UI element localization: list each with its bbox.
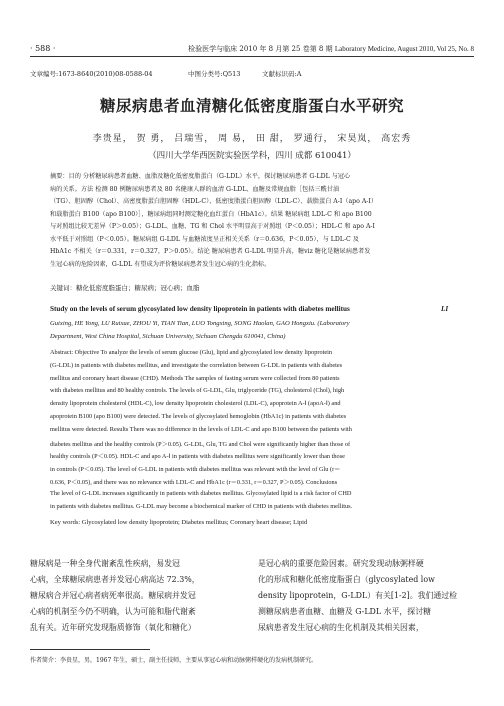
body-text-line: 糖尿病合并冠心病者病死率很高。糖尿病并发冠 xyxy=(30,591,196,600)
abstract-en-line: density lipoprotein cholesterol (HDL-C), low density lipoprotein cholesterol (LDL-C), apoprotein A-Ⅰ (apoA-Ⅰ) and xyxy=(50,400,341,408)
body-text-line: 尿病患者发生冠心病的生化机制及其相关因素， xyxy=(258,623,424,632)
abstract-en-line: mellitus were detected. Results There was no difference in the levels of LDL-C and apo B100 between the patients with xyxy=(50,425,352,433)
abstract-en-line: with diabetes mellitus and 80 healthy controls. The levels of G-LDL, Glu, triglyceride (TG), cholesterol (Chol), high xyxy=(50,387,345,395)
authors-en-line: Department, West China Hospital, Sichuan University, Sichuan Chengdu 610041, China) xyxy=(50,333,286,340)
abstract-en-line: 0.636, P＜0.05), and there was no relevance with LDL-C and HbA1c (r＝0.331, r＝0.327, P＞0.05). Conclusions xyxy=(50,479,338,486)
abstract-en-line: in patients with diabetes mellitus. G-LDL may become a biochemical marker of CHD in patients with diabetes mellitus. xyxy=(50,502,353,510)
article-id: 文章编号:1673-8640(2010)08-0588-04 xyxy=(30,70,153,78)
body-text-line: 是冠心病的重要危险因素。研究发现动脉粥样硬 xyxy=(258,559,424,568)
issue-text: 2010 年 8 月第 25 卷第 8 期 xyxy=(239,45,333,53)
keywords-cn: 关键词：糖化低密度脂蛋白；糖尿病；冠心病；血脂 xyxy=(50,284,200,292)
body-text-line: 糖尿病是一种全身代谢紊乱性疾病，易发冠 xyxy=(30,559,180,568)
running-header xyxy=(188,44,474,54)
authors-cn: 李贵星， 贺 勇， 吕瑞雪， 周 易， 田 甜， 罗通行， 宋昊岚， 高宏秀 xyxy=(92,134,412,144)
abstract-en-line: in controls (P＜0.05). The level of G-LDL in patients with diabetes mellitus was relevant with the level of Glu (r＝ xyxy=(50,466,341,474)
abstract-en-line: apoprotein B100 (apo B100) were detected. The levels of glycosylated hemoglobin (HbA1c) in patients with diabetes xyxy=(50,413,347,420)
abstract-en xyxy=(50,349,460,517)
abstract-en-line: mellitus and coronary heart disease (CHD). Methods The samples of fasting serum were collected from 80 patients xyxy=(50,374,340,382)
abstract-en-line: diabetes mellitus and the healthy controls (P＞0.05). G-LDL, Glu, TG and Chol were significantly higher than those of xyxy=(50,440,351,448)
abstract-cn-line: （TG）、胆固醇（Chol）、高密度脂蛋白胆固醇（HDL-C）、低密度脂蛋白胆固醇（LDL-C）、载脂蛋白 A-Ⅰ（apo A-Ⅰ） xyxy=(50,198,378,205)
clc-number: 中图分类号:Q513 xyxy=(188,70,241,78)
journal-name-en: Laboratory Medicine, August 2010, Vol 25, No. 8 xyxy=(334,45,474,53)
abstract-cn-line: 与对照组比较无差异（P＞0.05）；G-LDL、血糖、TG 和 Chol 水平明显高于对照组（P＜0.05）；HDL-C 和 apo A-Ⅰ xyxy=(50,223,375,230)
abstract-en-line: (G-LDL) in patients with diabetes mellitus, and investigate the correlation between G-LDL in patients with diabetes xyxy=(50,361,343,369)
abstract-cn-line: 和载脂蛋白 B100（apo B100）］，糖尿病组同时测定糖化血红蛋白（HbA1c）。结果 糖尿病组 LDL-C 和 apo B100 xyxy=(50,210,372,218)
document-code: 文献标识码:A xyxy=(262,70,302,78)
abstract-cn-line: 水平低于对照组（P＜0.05）。糖尿病组 G-LDL 与血糖浓度呈正相关关系（r＝0.636，P＜0.05），与 LDL-C 及 xyxy=(50,235,359,243)
abstract-cn-line: 病的关系。方法 检测 80 例糖尿病患者及 80 名健康人群的血清 G-LDL、血糖及常规血脂［包括三酰甘油 xyxy=(50,185,340,193)
abstract-en-line: Abstract: Objective To analyze the levels of serum glucose (Glu), lipid and glycosylated low density lipoprotein xyxy=(50,349,333,356)
journal-name-cn: 检验医学与临床 xyxy=(188,45,238,53)
page-number: · 588 · xyxy=(30,44,56,53)
author-footnote: 作者简介：李贵星，男，1967 年生，硕士，副主任技师，主要从事冠心病和动脉粥样硬化的发病机制研究。 xyxy=(30,657,318,664)
body-text-line: density lipoprotein，G-LDL）有关[1-2]。我们通过检 xyxy=(258,591,458,600)
body-text-line: 乱有关。近年研究发现脂质修饰（氧化和糖化） xyxy=(30,623,196,632)
abstract-en-line: The level of G-LDL increases significantly in patients with diabetes mellitus. Glycosylated lipid is a risk factor of CHD xyxy=(50,489,352,497)
abstract-cn-line: 摘要：目的 分析糖尿病患者血糖、血脂及糖化低密度脂蛋白（G-LDL）水平，探讨糖尿病患者 G-LDL 与冠心 xyxy=(50,173,351,180)
affiliation-cn: （四川大学华西医院实验医学科，四川 成都 610041） xyxy=(148,151,356,161)
title-en: Study on the levels of serum glycosylated low density lipoprotein in patients with diabetes mellitus xyxy=(50,305,350,313)
abstract-cn-line: 生冠心病的危险因素，G-LDL 有望成为评价糖尿病患者发生冠心病的生化指标。 xyxy=(50,260,271,268)
abstract-cn-line: HbA1c 不相关（r＝0.331，r＝0.327，P＞0.05）。结论 糖尿病患者 G-LDL 明显升高，糖viz 糖化是糖尿病患者发 xyxy=(50,248,371,255)
body-text-line: 测糖尿病患者血糖、血糖及 G-LDL 水平，探讨糖 xyxy=(258,607,431,616)
header-rule xyxy=(30,56,474,57)
abstract-cn xyxy=(50,171,454,275)
footnote-rule xyxy=(30,649,150,650)
keywords-en: Key words: Glycosylated low density lipoprotein; Diabetes mellitus; Coronary heart disease; Lipid xyxy=(50,519,308,526)
authors-en-line: Guixing, HE Yong, LÜ Ruixue, ZHOU Yi, TIAN Tian, LUO Tongxing, SONG Haolan, GAO Hongxiu. (Laboratory xyxy=(50,320,350,327)
body-left-column xyxy=(30,558,242,638)
body-text-line: 心病的机制至今仍不明确，认为可能和脂代谢紊 xyxy=(30,607,196,616)
abstract-en-line: healthy controls (P＜0.05). HDL-C and apo A-Ⅰ in patients with diabetes mellitus were significantly lower than those xyxy=(50,453,345,461)
title-en-tag: LI xyxy=(441,305,449,313)
body-text-line: 心病，全球糖尿病患者并发冠心病高达 72.3%， xyxy=(30,575,200,584)
body-text-line: 化的形成和糖化低密度脂蛋白（glycosylated low xyxy=(258,575,435,584)
title-cn: 糖尿病患者血清糖化低密度脂蛋白水平研究 xyxy=(99,96,404,115)
body-right-column xyxy=(258,558,474,638)
